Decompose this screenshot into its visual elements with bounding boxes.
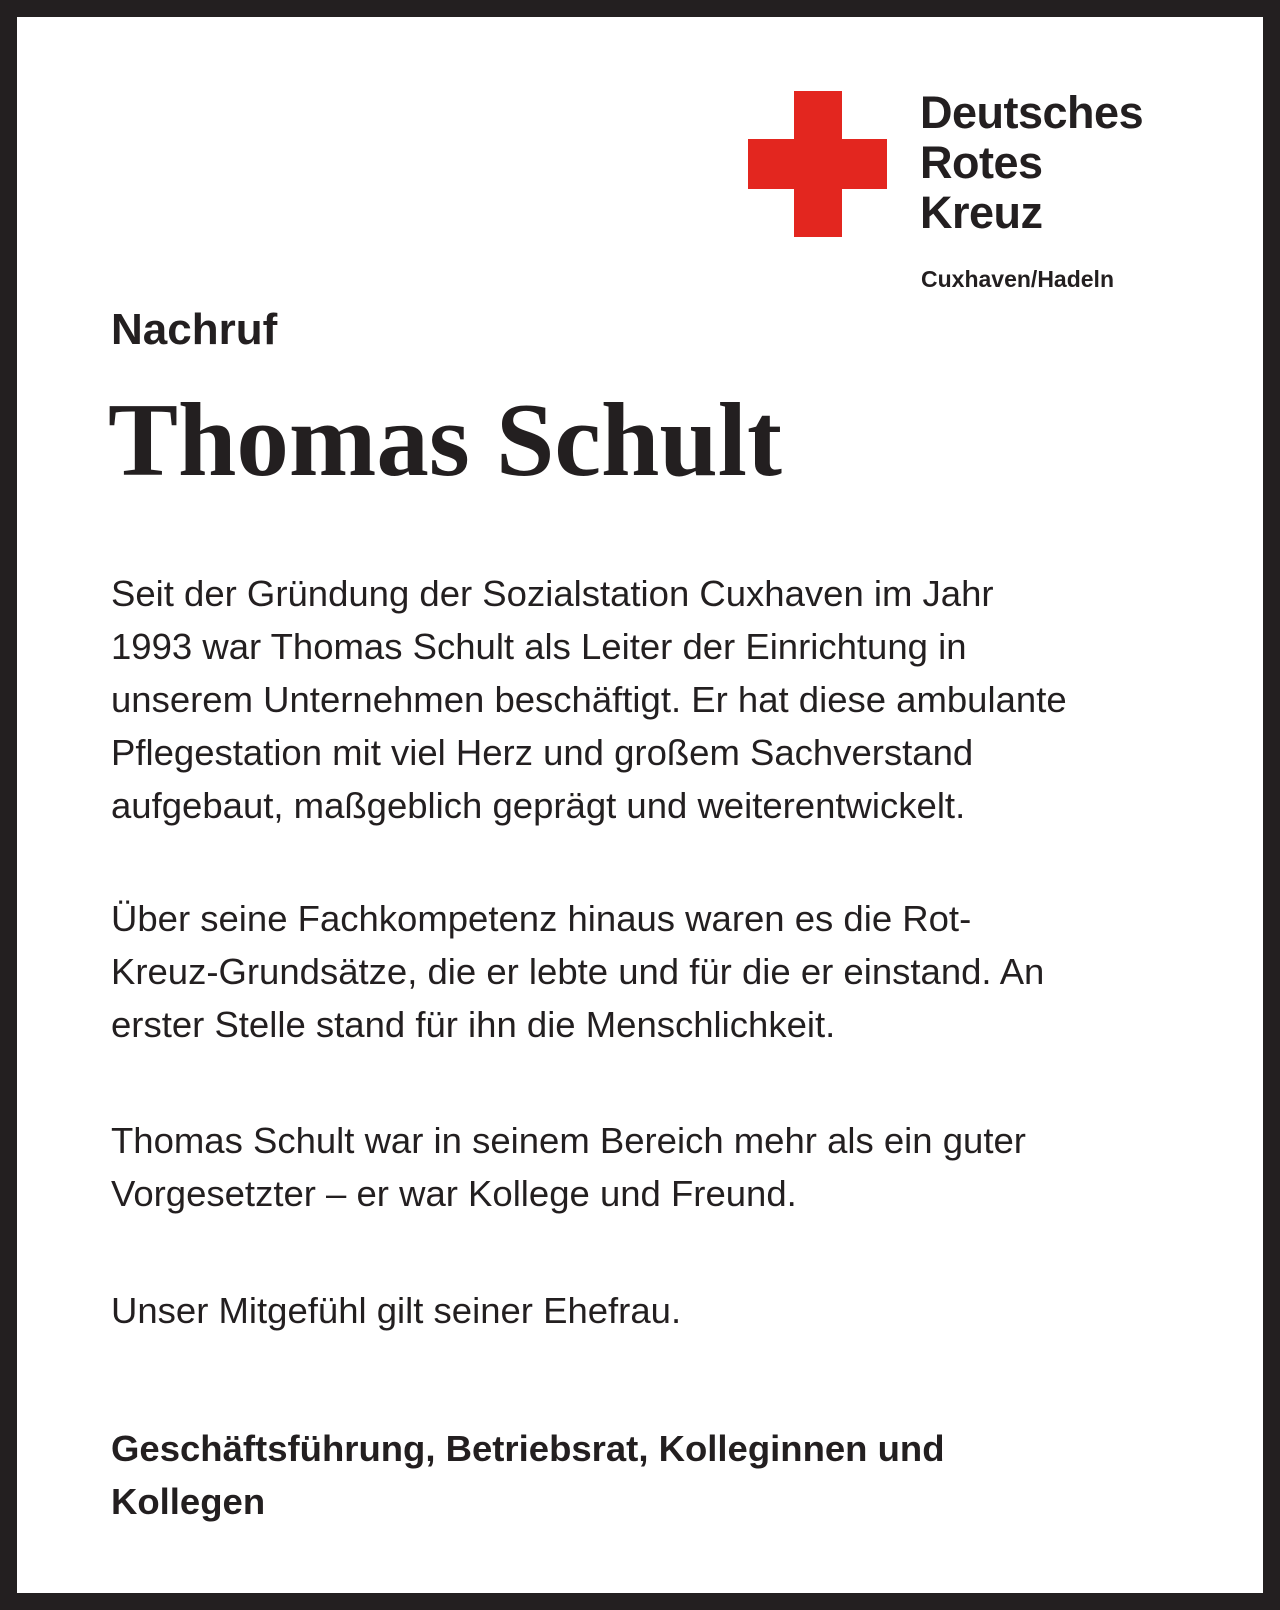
logo-wordmark xyxy=(920,88,1143,238)
red-cross-icon-bar xyxy=(748,139,887,189)
logo-line-3: Kreuz xyxy=(920,187,1043,238)
logo-line-1: Deutsches xyxy=(920,87,1144,138)
paragraph-4: Unser Mitgefühl gilt seiner Ehefrau. xyxy=(111,1290,682,1331)
deceased-name: Thomas Schult xyxy=(108,381,782,498)
signature: Geschäftsführung, Betriebsrat, Kolleginnen und Kollegen xyxy=(111,1428,945,1522)
red-cross-logo xyxy=(748,87,1198,301)
paragraph-2: Über seine Fachkompetenz hinaus waren es die Rot- Kreuz-Grundsätze, die er lebte und für die er einstand. An erster Stelle stand für ihn die Menschlichkeit. xyxy=(111,898,1045,1045)
logo-line-2: Rotes xyxy=(920,137,1043,188)
notice-label: Nachruf xyxy=(111,305,278,354)
paragraph-1: Seit der Gründung der Sozialstation Cuxhaven im Jahr 1993 war Thomas Schult als Leiter der Einrichtung in unserem Unternehmen beschäftigt. Er hat diese ambulante Pflegestation mit viel Herz und großem Sachverstand aufgebaut, maßgeblich geprägt und weiterentwickelt. xyxy=(111,573,1067,826)
logo-subline: Cuxhaven/Hadeln xyxy=(921,266,1114,292)
paragraph-3: Thomas Schult war in seinem Bereich mehr als ein guter Vorgesetzter – er war Kollege und Freund. xyxy=(111,1120,1026,1214)
